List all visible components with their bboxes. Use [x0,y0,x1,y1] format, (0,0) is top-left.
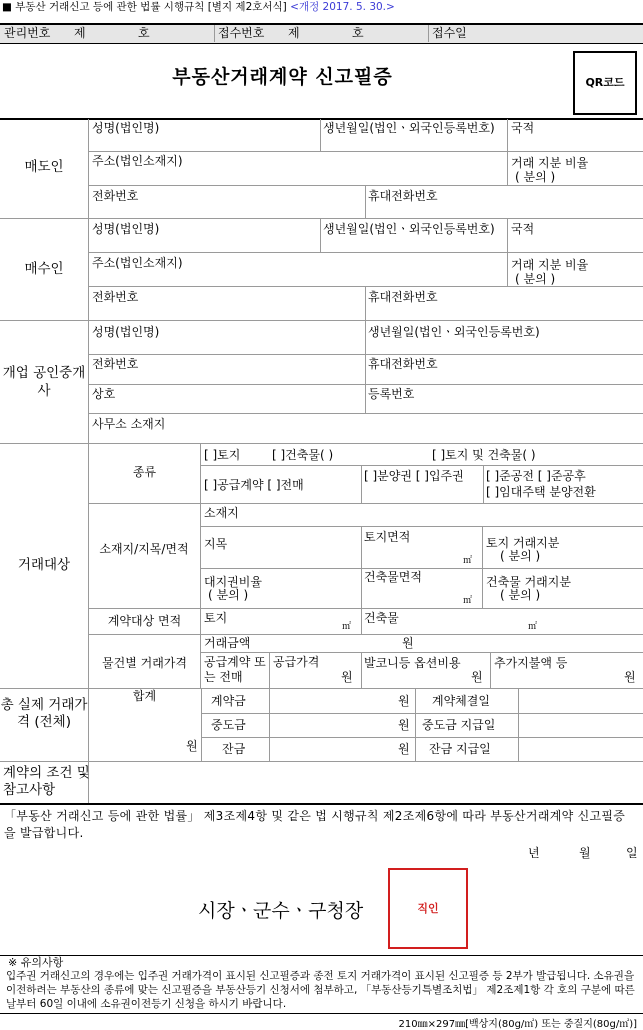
seller-mobile-label: 휴대전화번호 [368,189,438,203]
form-title: 부동산거래계약 신고필증 [172,66,393,88]
kind-label: 종류 [132,465,157,479]
buyer-name-label: 성명(법인명) [92,222,160,236]
kind-presale-checkbox[interactable]: [ ]분양권 [ ]입주권 [364,469,464,483]
total-sum-won: 원 [186,739,198,753]
official-seal-box: 직인 [388,868,468,949]
seller-nationality-label: 국적 [511,121,535,135]
middle-date-label: 중도금 지급일 [422,718,496,732]
agent-birth-label: 생년월일(법인ㆍ외국인등록번호) [368,325,540,339]
land-area-unit: ㎡ [463,556,473,566]
balance-won: 원 [398,742,410,756]
buyer-mobile-label: 휴대전화번호 [368,290,438,304]
top-bar [0,23,643,44]
mgmt-no-label: 관리번호 [4,26,51,40]
extra-won: 원 [624,670,636,684]
building-share-unit: ( 분의 ) [500,588,541,602]
seller-birth-label: 생년월일(법인ㆍ외국인등록번호) [323,121,495,135]
kind-complete-checkbox[interactable]: [ ]준공전 [ ]준공후 [486,469,586,483]
buyer-nationality-label: 국적 [511,222,535,236]
recv-ho-label: 호 [352,26,364,40]
kind-building-checkbox[interactable]: [ ]건축물( ) [272,448,334,462]
seller-phone-label: 전화번호 [92,189,139,203]
contract-area-label: 계약대상 면적 [107,614,182,628]
notes-text: 입주권 거래신고의 경우에는 입주권 거래가격이 표시된 신고필증과 종전 토지 거래가격이 표시된 신고필증 등 2부가 발급됩니다. 소유권을 이전하려는 부동산의 종류에 맞는 신고필증을 부동산등기 신청서에 첨부하고, 「부동산등기특별조치법」 제2조제1항 각 호의 구분에 따른 날부터 60일 이내에 소유권이전등기 신청을 하시기 바랍니다. [6,970,635,1010]
mgmt-ho-label: 호 [138,26,150,40]
deposit-won: 원 [398,694,410,708]
target-section-label: 거래대상 [17,557,71,573]
recv-no-label: 접수번호 [218,26,265,40]
price-section-label: 물건별 거래가격 [102,656,187,670]
seller-address-label: 주소(법인소재지) [92,154,183,168]
seller-share-unit: ( 분의 ) [515,170,556,184]
total-section-label: 총 실제 거래가격 (전체) [0,697,88,730]
paper-spec: 210㎜×297㎜[백상지(80g/㎡) 또는 중질지(80g/㎡)] [398,1019,637,1030]
balcony-won: 원 [471,670,483,684]
seller-name-label: 성명(법인명) [92,121,160,135]
buyer-share-unit: ( 분의 ) [515,272,556,286]
cert-day: 일 [626,846,638,860]
location-label: 소재지 [204,506,239,520]
cert-month: 월 [579,846,591,860]
form-header [2,0,395,14]
form-header-revision: <개정 2017. 5. 30.> [290,1,395,13]
kind-land-building-checkbox[interactable]: [ ]토지 및 건축물( ) [432,448,536,462]
issuer-title: 시장ㆍ군수ㆍ구청장 [198,900,364,922]
cert-year: 년 [528,846,540,860]
buyer-share-label: 거래 지분 비율 [511,258,589,272]
site-ratio-label: 대지권비율 [204,575,262,589]
certification-text: 「부동산 거래신고 등에 관한 법률」 제3조제4항 및 같은 법 시행규칙 제2조제6항에 따라 부동산거래계약 신고필증을 발급합니다. [4,809,626,840]
kind-rental-checkbox[interactable]: [ ]임대주택 분양전환 [486,485,596,499]
buyer-phone-label: 전화번호 [92,290,139,304]
buyer-address-label: 주소(법인소재지) [92,256,183,270]
trade-amount-won: 원 [402,636,414,650]
agent-phone-label: 전화번호 [92,357,139,371]
balance-date-label: 잔금 지급일 [429,742,491,756]
contract-land-unit: ㎡ [342,622,352,632]
contract-date-label: 계약체결일 [432,694,490,708]
land-category-label: 지목 [204,537,228,551]
site-ratio-unit: ( 분의 ) [208,588,249,602]
trade-amount-label: 거래금액 [204,636,251,650]
buyer-section-label: 매수인 [24,261,64,277]
supply-contract-label: 공급계약 또는 전매 [204,655,266,684]
building-area-unit: ㎡ [463,596,473,606]
building-area-label: 건축물면적 [364,570,422,584]
mgmt-je-label: 제 [74,26,86,40]
balcony-label: 발코니등 옵션비용 [364,656,461,670]
conditions-section-label: 계약의 조건 및 참고사항 [3,765,90,798]
contract-land-label: 토지 [204,611,228,625]
agent-company-label: 상호 [92,387,116,401]
agent-mobile-label: 휴대전화번호 [368,357,438,371]
deposit-label: 계약금 [211,694,246,708]
form-header-law: ■ 부동산 거래신고 등에 관한 법률 시행규칙 [별지 제2호서식] [2,1,287,13]
extra-label: 추가지불액 등 [494,656,568,670]
middle-won: 원 [398,718,410,732]
contract-building-label: 건축물 [364,611,399,625]
kind-supply-checkbox[interactable]: [ ]공급계약 [ ]전매 [204,478,304,492]
qr-code-box: QR코드 [573,51,637,115]
building-share-label: 건축물 거래지분 [486,575,571,589]
land-area-label: 토지면적 [364,530,411,544]
agent-office-label: 사무소 소재지 [92,417,166,431]
recv-je-label: 제 [288,26,300,40]
land-share-label: 토지 거래지분 [486,536,560,550]
agent-name-label: 성명(법인명) [92,325,160,339]
agent-regno-label: 등록번호 [368,387,415,401]
balance-label: 잔금 [222,742,246,756]
land-share-unit: ( 분의 ) [500,549,541,563]
supply-price-label: 공급가격 [273,655,320,669]
buyer-birth-label: 생년월일(법인ㆍ외국인등록번호) [323,222,495,236]
recv-date-label: 접수일 [432,26,467,40]
kind-land-checkbox[interactable]: [ ]토지 [204,448,241,462]
notes-title: ※ 유의사항 [8,956,64,969]
middle-label: 중도금 [211,718,246,732]
total-sum-label: 합계 [132,689,157,703]
contract-building-unit: ㎡ [528,622,538,632]
agent-section-label: 개업 공인중개사 [2,365,86,399]
seller-share-label: 거래 지분 비율 [511,156,589,170]
seller-section-label: 매도인 [24,159,64,175]
location-section-label: 소재지/지목/면적 [99,542,189,556]
supply-price-won: 원 [341,670,353,684]
